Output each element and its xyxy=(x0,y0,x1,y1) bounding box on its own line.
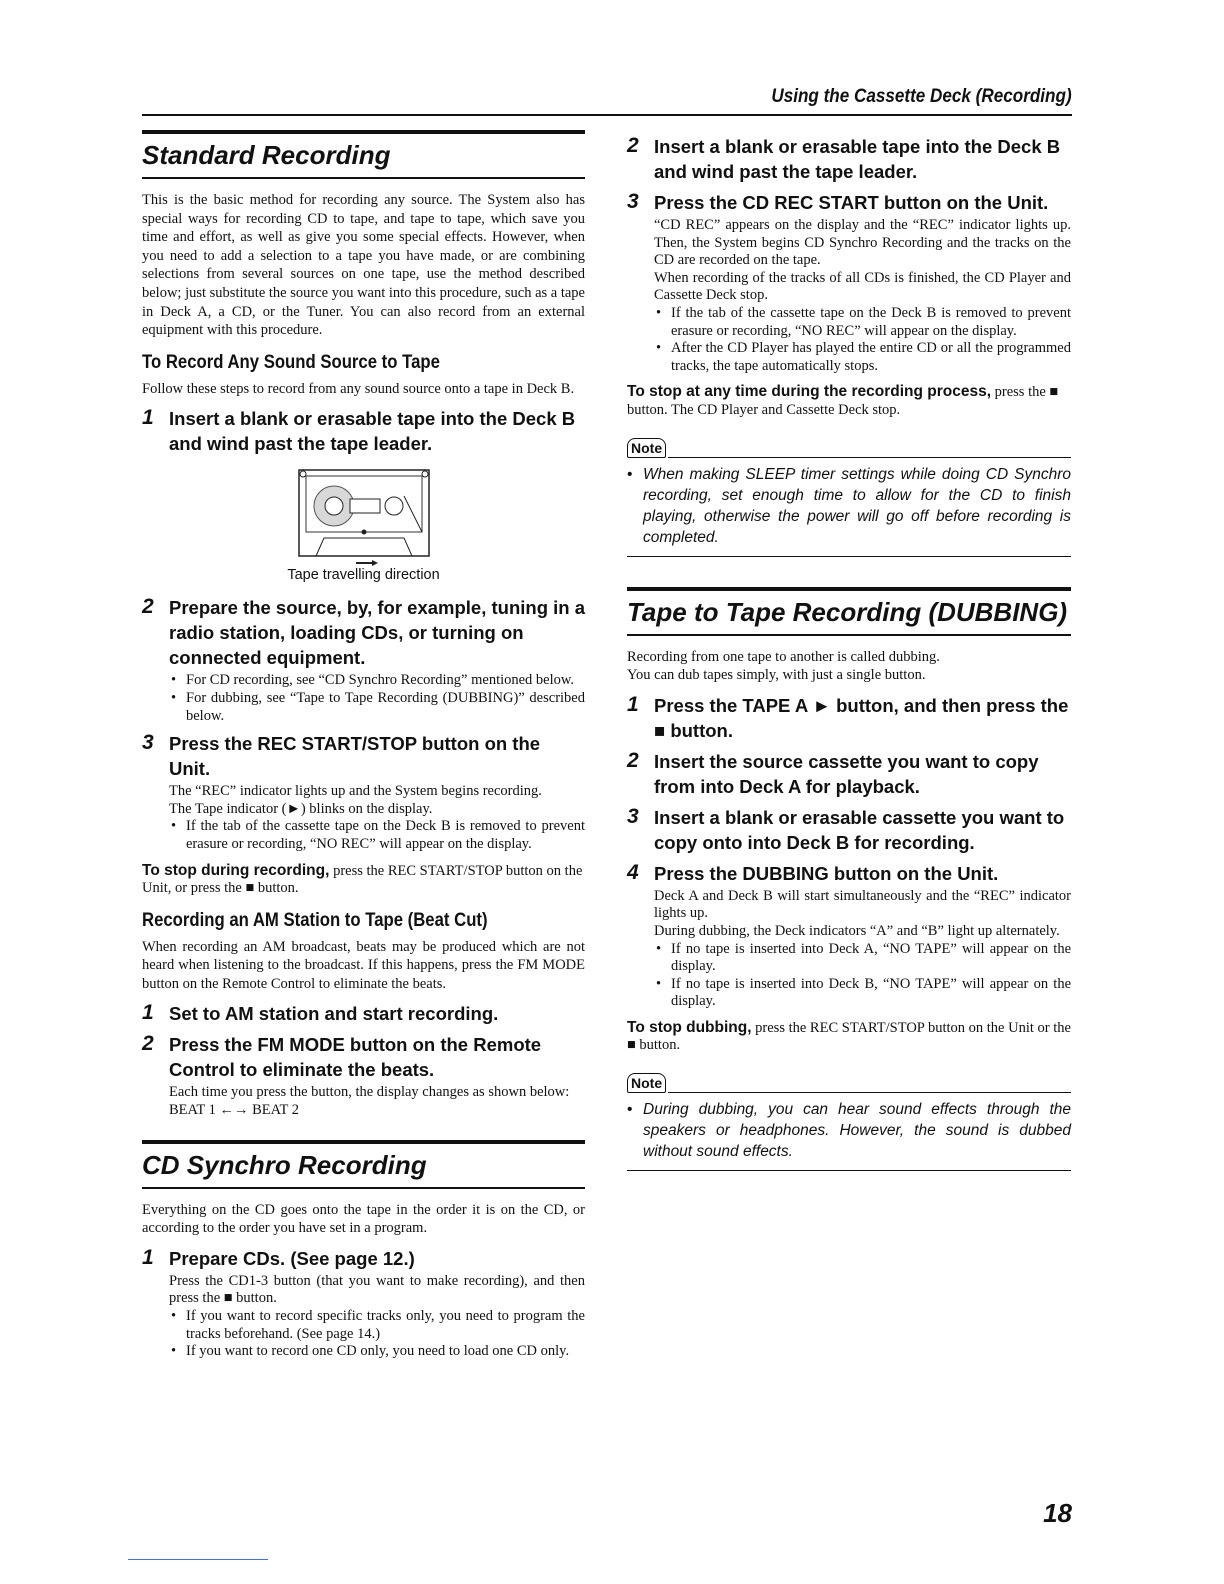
footer-rule xyxy=(128,1559,268,1560)
step-number: 1 xyxy=(142,406,154,430)
dubbing-step-1 xyxy=(627,693,1071,743)
cd-synchro-heading xyxy=(142,1140,585,1189)
right-column xyxy=(627,130,1071,1197)
standard-intro: This is the basic method for recording any source. The System also has special ways for recording CD to tape, and tape to tape, which save you time and effort, as well as give you some special effects. However, when you need to add a selection to a tape you have made, or are combining selections from several sources on one tape, use the method described below; just substitute the source you want into this procedure, such as a tape in Deck A, a CD, or the Tuner. You can also record from an external equipment with this procedure. xyxy=(142,192,585,339)
dubbing-note xyxy=(627,1073,1071,1171)
figure-caption: Tape travelling direction xyxy=(287,567,440,584)
page-number: 18 xyxy=(1043,1498,1072,1528)
step-number: 2 xyxy=(627,748,639,772)
cd-synchro-step-1 xyxy=(142,1246,585,1271)
note-header xyxy=(627,438,1071,458)
step-body: The “REC” indicator lights up and the System begins recording. xyxy=(169,783,542,800)
step-number: 2 xyxy=(142,595,154,619)
step-number: 1 xyxy=(142,1001,154,1025)
dubbing-step-4 xyxy=(627,861,1071,886)
step-text: Prepare the source, by, for example, tuning in a radio station, loading CDs, or turning on connected equipment. xyxy=(169,597,586,669)
step-text: Prepare CDs. (See page 12.) xyxy=(169,1247,415,1269)
step-body: Each time you press the button, the display changes as shown below: xyxy=(169,1084,570,1101)
step-body: When recording of the tracks of all CDs is finished, the CD Player and Cassette Deck stop. xyxy=(654,269,1071,304)
step-number: 3 xyxy=(627,804,639,828)
cd-synchro-step-1-bullets xyxy=(169,1308,585,1361)
standard-step-1 xyxy=(142,406,585,456)
record-any-source-intro: Follow these steps to record from any sound source onto a tape in Deck B. xyxy=(142,380,575,397)
step-body: The Tape indicator (►) blinks on the display. xyxy=(169,800,433,817)
note-text: • During dubbing, you can hear sound effects through the speakers or headphones. However, the sound is dubbed without sound effects. xyxy=(627,1099,1071,1162)
stop-recording-instruction xyxy=(142,862,585,898)
step-text: Insert the source cassette you want to copy from into Deck A for playback. xyxy=(654,750,1039,797)
header-title: Using the Cassette Deck (Recording) xyxy=(771,86,1072,107)
left-column xyxy=(142,130,585,1367)
beat-cut-intro: When recording an AM broadcast, beats may be produced which are not heard when listening to the broadcast. If this happens, press the FM MODE button on the Remote Control to eliminate the beats. xyxy=(142,938,585,992)
step-text: Insert a blank or erasable tape into the Deck B and wind past the tape leader. xyxy=(169,408,576,455)
step-text: Press the FM MODE button on the Remote Control to eliminate the beats. xyxy=(169,1034,542,1081)
dubbing-heading xyxy=(627,587,1071,636)
step-number: 1 xyxy=(142,1245,154,1269)
step-number: 3 xyxy=(627,190,639,213)
step-number: 4 xyxy=(627,860,639,884)
step-text: Set to AM station and start recording. xyxy=(169,1003,499,1025)
stop-dubbing-instruction xyxy=(627,1019,1071,1055)
step-number: 1 xyxy=(627,692,639,716)
cassette-figure xyxy=(142,466,585,583)
stop-label: To stop dubbing, xyxy=(627,1018,752,1036)
cassette-tape-icon xyxy=(294,466,434,566)
stop-text: press the ■ button. The CD Player and Cassette Deck stop. xyxy=(627,384,1059,418)
note-rule xyxy=(668,457,1071,458)
record-any-source-title: To Record Any Sound Source to Tape xyxy=(142,351,440,373)
cd-synchro-step-3 xyxy=(627,190,1071,215)
bullet-item: • If no tape is inserted into Deck A, “NO TAPE” will appear on the display. xyxy=(654,941,1071,976)
standard-recording-heading xyxy=(142,130,585,179)
standard-step-2-bullets xyxy=(169,672,585,725)
stop-label: To stop during recording, xyxy=(142,861,330,879)
step-text: Press the DUBBING button on the Unit. xyxy=(654,862,999,884)
cd-synchro-intro: Everything on the CD goes onto the tape in the order it is on the CD, or according to the order you have set in a program. xyxy=(142,1201,585,1237)
bullet-item: • For dubbing, see “Tape to Tape Recording (DUBBING)” described below. xyxy=(169,690,585,725)
bullet-item: • After the CD Player has played the entire CD or all the programmed tracks, the tape automatically stops. xyxy=(654,340,1071,375)
dubbing-intro-1: Recording from one tape to another is called dubbing. xyxy=(627,648,940,665)
beat-cut-step-1 xyxy=(142,1001,585,1026)
note-icon: Note xyxy=(627,438,666,458)
step-number: 2 xyxy=(142,1032,154,1056)
beat-cut-title: Recording an AM Station to Tape (Beat Cut) xyxy=(142,909,488,931)
cd-synchro-title: CD Synchro Recording xyxy=(142,1149,427,1180)
bullet-item: • If you want to record specific tracks only, you need to program the tracks beforehand. (See page 14.) xyxy=(169,1308,585,1343)
standard-step-2 xyxy=(142,595,585,670)
note-rule xyxy=(668,1092,1071,1093)
bullet-item: • If the tab of the cassette tape on the Deck B is removed to prevent erasure or recording, “NO REC” will appear on the display. xyxy=(169,818,585,853)
step-body: During dubbing, the Deck indicators “A” and “B” light up alternately. xyxy=(654,922,1060,939)
dubbing-title: Tape to Tape Recording (DUBBING) xyxy=(627,596,1068,627)
stop-text: press the REC START/STOP button on the Unit, or press the ■ button. xyxy=(142,862,583,897)
dubbing-step-2 xyxy=(627,749,1071,799)
dubbing-intro-2: You can dub tapes simply, with just a single button. xyxy=(627,667,926,684)
standard-step-3-bullets xyxy=(169,818,585,853)
step-text: Press the CD REC START button on the Unit. xyxy=(654,192,1049,213)
step-text: Press the REC START/STOP button on the Unit. xyxy=(169,733,541,780)
beat-sequence: BEAT 1 ←→ BEAT 2 xyxy=(169,1102,299,1119)
dubbing-step-3 xyxy=(627,805,1071,855)
note-icon: Note xyxy=(627,1073,666,1093)
cd-synchro-step-2 xyxy=(627,134,1071,184)
stop-cd-recording-instruction xyxy=(627,383,1071,419)
dubbing-step-4-bullets xyxy=(654,941,1071,1011)
step-text: Insert a blank or erasable tape into the Deck B and wind past the tape leader. xyxy=(654,136,1061,182)
standard-recording-title: Standard Recording xyxy=(142,140,391,170)
standard-step-3 xyxy=(142,731,585,781)
step-body: Deck A and Deck B will start simultaneously and the “REC” indicator lights up. xyxy=(654,887,1071,922)
bullet-item: • If no tape is inserted into Deck B, “NO TAPE” will appear on the display. xyxy=(654,976,1071,1011)
page-header xyxy=(142,86,1072,116)
note-header xyxy=(627,1073,1071,1093)
bullet-item: • If the tab of the cassette tape on the Deck B is removed to prevent erasure or recording, “NO REC” will appear on the display. xyxy=(654,305,1071,340)
note-text: • When making SLEEP timer settings while doing CD Synchro recording, set enough time to allow for the CD to finish playing, otherwise the power will go off before recording is completed. xyxy=(627,464,1071,548)
step-number: 2 xyxy=(627,134,639,157)
beat-cut-step-2 xyxy=(142,1032,585,1082)
stop-label: To stop at any time during the recording process, xyxy=(627,383,992,401)
cd-synchro-step-3-bullets xyxy=(654,305,1071,375)
step-number: 3 xyxy=(142,731,154,755)
step-text: Press the TAPE A ► button, and then press the ■ button. xyxy=(654,694,1069,741)
cd-synchro-note xyxy=(627,438,1071,557)
stop-text: press the REC START/STOP button on the Unit or the ■ button. xyxy=(627,1019,1071,1054)
bullet-item: • If you want to record one CD only, you need to load one CD only. xyxy=(169,1343,585,1361)
bullet-item: • For CD recording, see “CD Synchro Recording” mentioned below. xyxy=(169,672,585,690)
step-body: Press the CD1-3 button (that you want to make recording), and then press the ■ button. xyxy=(169,1272,585,1307)
step-text: Insert a blank or erasable cassette you want to copy onto into Deck B for recording. xyxy=(654,806,1065,853)
step-body: “CD REC” appears on the display and the “REC” indicator lights up. Then, the System begins CD Synchro Recording and the tracks on the CD are recorded on the tape. xyxy=(654,217,1071,269)
